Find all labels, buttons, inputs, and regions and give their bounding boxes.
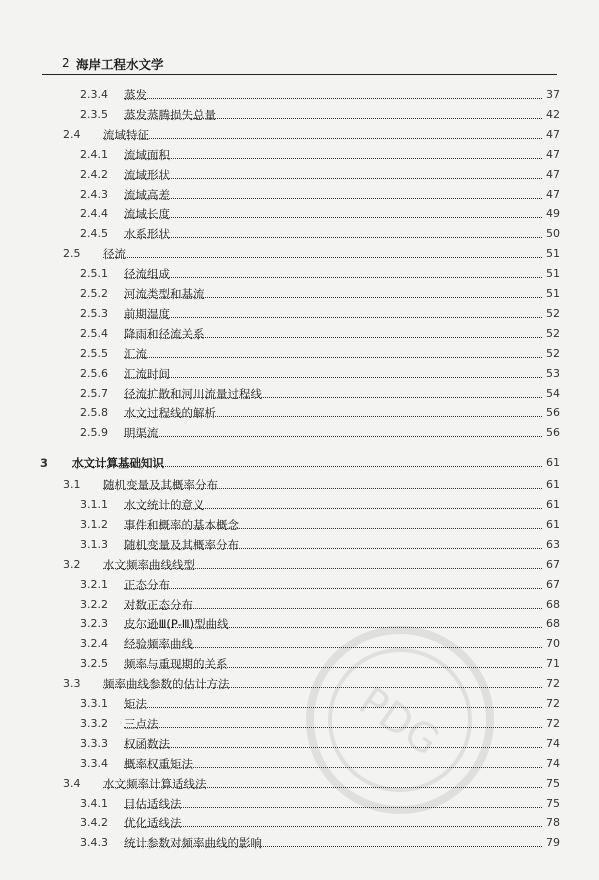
toc-entry-title: 降雨和径流关系 — [124, 325, 208, 343]
toc-entry-number: 2.5.4 — [80, 326, 108, 340]
toc-entry-page: 74 — [546, 756, 560, 770]
toc-entry[interactable] — [63, 556, 560, 574]
toc-entry[interactable] — [63, 775, 560, 793]
toc-entry-number: 3.3 — [63, 677, 81, 691]
toc-entry-number: 2.5.1 — [80, 267, 108, 281]
toc-entry-title: 频率与重现期的关系 — [124, 655, 231, 673]
toc-entry-page: 75 — [546, 776, 560, 790]
toc-entry-title: 矩法 — [124, 695, 150, 713]
toc-entry-title: 权函数法 — [124, 735, 173, 753]
toc-entry-number: 3.1.2 — [80, 517, 108, 531]
toc-entry[interactable] — [80, 635, 560, 653]
toc-entry-page: 47 — [546, 127, 560, 141]
toc-entry-number: 2.4.2 — [80, 167, 108, 181]
toc-leader-dots — [124, 727, 542, 728]
toc-entry-page: 68 — [546, 617, 560, 631]
toc-entry-number: 3.4.3 — [80, 836, 108, 850]
toc-entry[interactable] — [80, 755, 560, 773]
toc-entry[interactable] — [80, 496, 560, 514]
toc-leader-dots — [124, 436, 542, 437]
toc-entry[interactable] — [63, 476, 560, 494]
page-number: 2 — [62, 56, 70, 70]
toc-entry-number: 2.4.1 — [80, 147, 108, 161]
toc-entry-page: 67 — [546, 577, 560, 591]
toc-entry-title: 概率权重矩法 — [124, 755, 196, 773]
toc-entry-page: 51 — [546, 247, 560, 261]
toc-entry[interactable] — [80, 186, 560, 204]
toc-entry-page: 54 — [546, 386, 560, 400]
toc-entry-page: 72 — [546, 697, 560, 710]
toc-leader-dots — [124, 707, 542, 708]
toc-entry-title: 皮尔逊Ⅲ(P-Ⅲ)型曲线 — [124, 615, 232, 633]
toc-entry-number: 3.3.4 — [80, 756, 108, 770]
toc-entry[interactable] — [80, 814, 560, 832]
toc-entry-title: 正态分布 — [124, 576, 173, 594]
toc-entry-title: 流域形状 — [124, 166, 173, 184]
toc-entry[interactable] — [80, 345, 560, 363]
toc-entry[interactable] — [80, 325, 560, 343]
toc-entry-page: 72 — [546, 677, 560, 691]
toc-entry[interactable] — [80, 86, 560, 104]
toc-entry-title: 频率曲线参数的估计方法 — [103, 675, 233, 693]
toc-entry-number: 2.4.5 — [80, 227, 108, 241]
toc-leader-dots — [124, 237, 542, 238]
toc-leader-dots — [124, 297, 542, 298]
toc-entry-number: 3.4 — [63, 776, 81, 790]
toc-entry[interactable] — [80, 715, 560, 733]
toc-entry-page: 61 — [546, 456, 560, 470]
toc-entry-title: 河流类型和基流 — [124, 285, 208, 303]
toc-leader-dots — [124, 528, 542, 529]
toc-entry[interactable] — [80, 516, 560, 534]
toc-entry[interactable] — [63, 245, 560, 263]
toc-entry-title: 流域面积 — [124, 146, 173, 164]
toc-entry-page: 72 — [546, 716, 560, 730]
toc-entry-page: 51 — [546, 267, 560, 281]
toc-entry-page: 67 — [546, 557, 560, 571]
toc-entry[interactable] — [80, 385, 560, 403]
toc-leader-dots — [124, 548, 542, 549]
toc-leader-dots — [124, 608, 542, 609]
toc-entry[interactable] — [63, 675, 560, 693]
toc-entry-number: 3.4.1 — [80, 796, 108, 810]
toc-entry[interactable] — [80, 655, 560, 673]
toc-entry-page: 49 — [546, 207, 560, 221]
toc-leader-dots — [124, 217, 542, 218]
toc-entry-number: 2.4 — [63, 127, 81, 141]
toc-entry-number: 3.2.2 — [80, 597, 108, 611]
toc-entry-number: 2.5.5 — [80, 346, 108, 360]
toc-leader-dots — [124, 747, 542, 748]
toc-entry-number: 2.4.4 — [80, 207, 108, 221]
toc-entry-title: 水文频率计算适线法 — [103, 775, 210, 793]
toc-entry-page: 50 — [546, 227, 560, 241]
toc-entry-number: 3 — [40, 456, 49, 471]
toc-entry-page: 37 — [546, 88, 560, 101]
toc-entry-title: 径流 — [103, 245, 129, 263]
toc-leader-dots — [103, 787, 542, 788]
toc-entry-title: 水文频率曲线线型 — [103, 556, 198, 574]
toc-entry-page: 61 — [546, 517, 560, 531]
toc-leader-dots — [103, 138, 542, 139]
toc-entry-title: 事件和概率的基本概念 — [124, 516, 242, 534]
toc-entry-page: 61 — [546, 478, 560, 492]
toc-entry-page: 61 — [546, 498, 560, 511]
toc-entry[interactable] — [80, 285, 560, 303]
toc-entry-page: 52 — [546, 346, 560, 360]
toc-entry-number: 2.4.3 — [80, 187, 108, 201]
toc-entry[interactable] — [63, 126, 560, 144]
toc-leader-dots — [124, 647, 542, 648]
toc-entry[interactable] — [80, 205, 560, 223]
toc-entry-title: 蒸发 — [124, 86, 150, 104]
toc-entry[interactable] — [40, 454, 560, 472]
toc-leader-dots — [124, 667, 542, 668]
toc-entry[interactable] — [80, 424, 560, 442]
watermark-text: PDG — [350, 678, 448, 766]
toc-entry-title: 经验频率曲线 — [124, 635, 196, 653]
toc-leader-dots — [124, 397, 542, 398]
toc-entry-title: 目估适线法 — [124, 795, 185, 813]
toc-leader-dots — [124, 846, 542, 847]
toc-entry-title: 蒸发蒸腾损失总量 — [124, 106, 219, 124]
toc-entry[interactable] — [80, 106, 560, 124]
toc-entry-title: 汇流 — [124, 345, 150, 363]
toc-entry-title: 水文统计的意义 — [124, 496, 208, 514]
toc-entry-number: 3.4.2 — [80, 816, 108, 830]
toc-entry-number: 3.2 — [63, 557, 81, 571]
toc-entry[interactable] — [80, 795, 560, 813]
toc-entry-page: 47 — [546, 187, 560, 201]
toc-entry-page: 53 — [546, 366, 560, 380]
toc-entry-number: 3.2.4 — [80, 637, 108, 651]
toc-entry-page: 70 — [546, 637, 560, 651]
toc-entry-number: 3.2.1 — [80, 577, 108, 591]
toc-leader-dots — [124, 357, 542, 358]
toc-entry-title: 优化适线法 — [124, 814, 185, 832]
toc-entry-number: 2.5.2 — [80, 287, 108, 300]
toc-entry-page: 47 — [546, 147, 560, 161]
toc-entry-number: 2.5.3 — [80, 306, 108, 320]
toc-entry-title: 随机变量及其概率分布 — [103, 476, 221, 494]
toc-entry-number: 3.1.1 — [80, 498, 108, 511]
toc-entry-title: 对数正态分布 — [124, 596, 196, 614]
toc-leader-dots — [103, 687, 542, 688]
toc-leader-dots — [124, 807, 542, 808]
toc-entry[interactable] — [80, 695, 560, 713]
toc-entry-page: 74 — [546, 736, 560, 750]
toc-entry-number: 2.5 — [63, 247, 81, 261]
toc-entry-number: 3.1.3 — [80, 537, 108, 551]
toc-entry-number: 3.3.3 — [80, 736, 108, 750]
toc-entry-title: 径流扩散和河川流量过程线 — [124, 385, 265, 403]
toc-entry[interactable] — [80, 404, 560, 422]
toc-entry-title: 水文过程线的解析 — [124, 404, 219, 422]
toc-leader-dots — [124, 588, 542, 589]
toc-entry[interactable] — [80, 615, 560, 633]
toc-entry-number: 3.2.5 — [80, 657, 108, 671]
toc-entry-title: 随机变量及其概率分布 — [124, 536, 242, 554]
toc-entry-title: 统计参数对频率曲线的影响 — [124, 834, 265, 852]
toc-entry[interactable] — [80, 596, 560, 614]
toc-entry[interactable] — [80, 735, 560, 753]
toc-leader-dots — [124, 508, 542, 509]
toc-entry-page: 63 — [546, 537, 560, 551]
toc-entry-page: 78 — [546, 816, 560, 830]
toc-leader-dots — [124, 377, 542, 378]
toc-entry-title: 三点法 — [124, 715, 162, 733]
toc-leader-dots — [124, 98, 542, 99]
toc-entry-number: 3.2.3 — [80, 617, 108, 631]
toc-entry-number: 3.3.1 — [80, 697, 108, 710]
toc-entry[interactable] — [80, 265, 560, 283]
toc-entry-title: 流域特征 — [103, 126, 152, 144]
toc-entry-title: 径流组成 — [124, 265, 173, 283]
toc-leader-dots — [124, 826, 542, 827]
toc-leader-dots — [103, 488, 542, 489]
toc-entry-number: 2.3.5 — [80, 107, 108, 121]
toc-entry-page: 68 — [546, 597, 560, 611]
toc-entry[interactable] — [80, 576, 560, 594]
running-title: 海岸工程水文学 — [76, 57, 164, 72]
toc-entry[interactable] — [80, 365, 560, 383]
toc-entry-number: 2.5.8 — [80, 406, 108, 420]
toc-leader-dots — [72, 466, 542, 467]
toc-entry-number: 2.3.4 — [80, 88, 108, 101]
toc-entry-page: 51 — [546, 287, 560, 300]
toc-leader-dots — [124, 178, 542, 179]
toc-entry[interactable] — [80, 305, 560, 323]
toc-entry[interactable] — [80, 834, 560, 852]
toc-entry-number: 3.1 — [63, 478, 81, 492]
toc-leader-dots — [124, 337, 542, 338]
toc-entry-title: 水文计算基础知识 — [72, 454, 167, 472]
toc-entry-page: 52 — [546, 326, 560, 340]
toc-entry-title: 明渠流 — [124, 424, 162, 442]
toc-leader-dots — [103, 257, 542, 258]
toc-entry-page: 79 — [546, 836, 560, 850]
toc-entry[interactable] — [80, 225, 560, 243]
toc-leader-dots — [124, 158, 542, 159]
toc-entry-page: 47 — [546, 167, 560, 181]
toc-entry[interactable] — [80, 146, 560, 164]
toc-entry-title: 水系形状 — [124, 225, 173, 243]
toc-entry-number: 2.5.7 — [80, 386, 108, 400]
toc-entry-title: 前期湿度 — [124, 305, 173, 323]
toc-entry-number: 2.5.6 — [80, 366, 108, 380]
toc-entry-title: 流域高差 — [124, 186, 173, 204]
toc-leader-dots — [124, 627, 542, 628]
toc-leader-dots — [124, 767, 542, 768]
toc-entry-number: 2.5.9 — [80, 426, 108, 440]
toc-leader-dots — [124, 317, 542, 318]
toc-entry-page: 75 — [546, 796, 560, 810]
toc-entry-number: 3.3.2 — [80, 716, 108, 730]
toc-entry[interactable] — [80, 166, 560, 184]
toc-leader-dots — [103, 568, 542, 569]
toc-leader-dots — [124, 118, 542, 119]
toc-leader-dots — [124, 198, 542, 199]
toc-leader-dots — [124, 277, 542, 278]
toc-entry-page: 52 — [546, 306, 560, 320]
toc-leader-dots — [124, 416, 542, 417]
toc-entry-title: 汇流时间 — [124, 365, 173, 383]
toc-entry-page: 42 — [546, 107, 560, 121]
toc-entry-page: 56 — [546, 426, 560, 440]
toc-entry-title: 流域长度 — [124, 205, 173, 223]
toc-entry-page: 56 — [546, 406, 560, 420]
toc-entry-page: 71 — [546, 657, 560, 671]
toc-entry[interactable] — [80, 536, 560, 554]
